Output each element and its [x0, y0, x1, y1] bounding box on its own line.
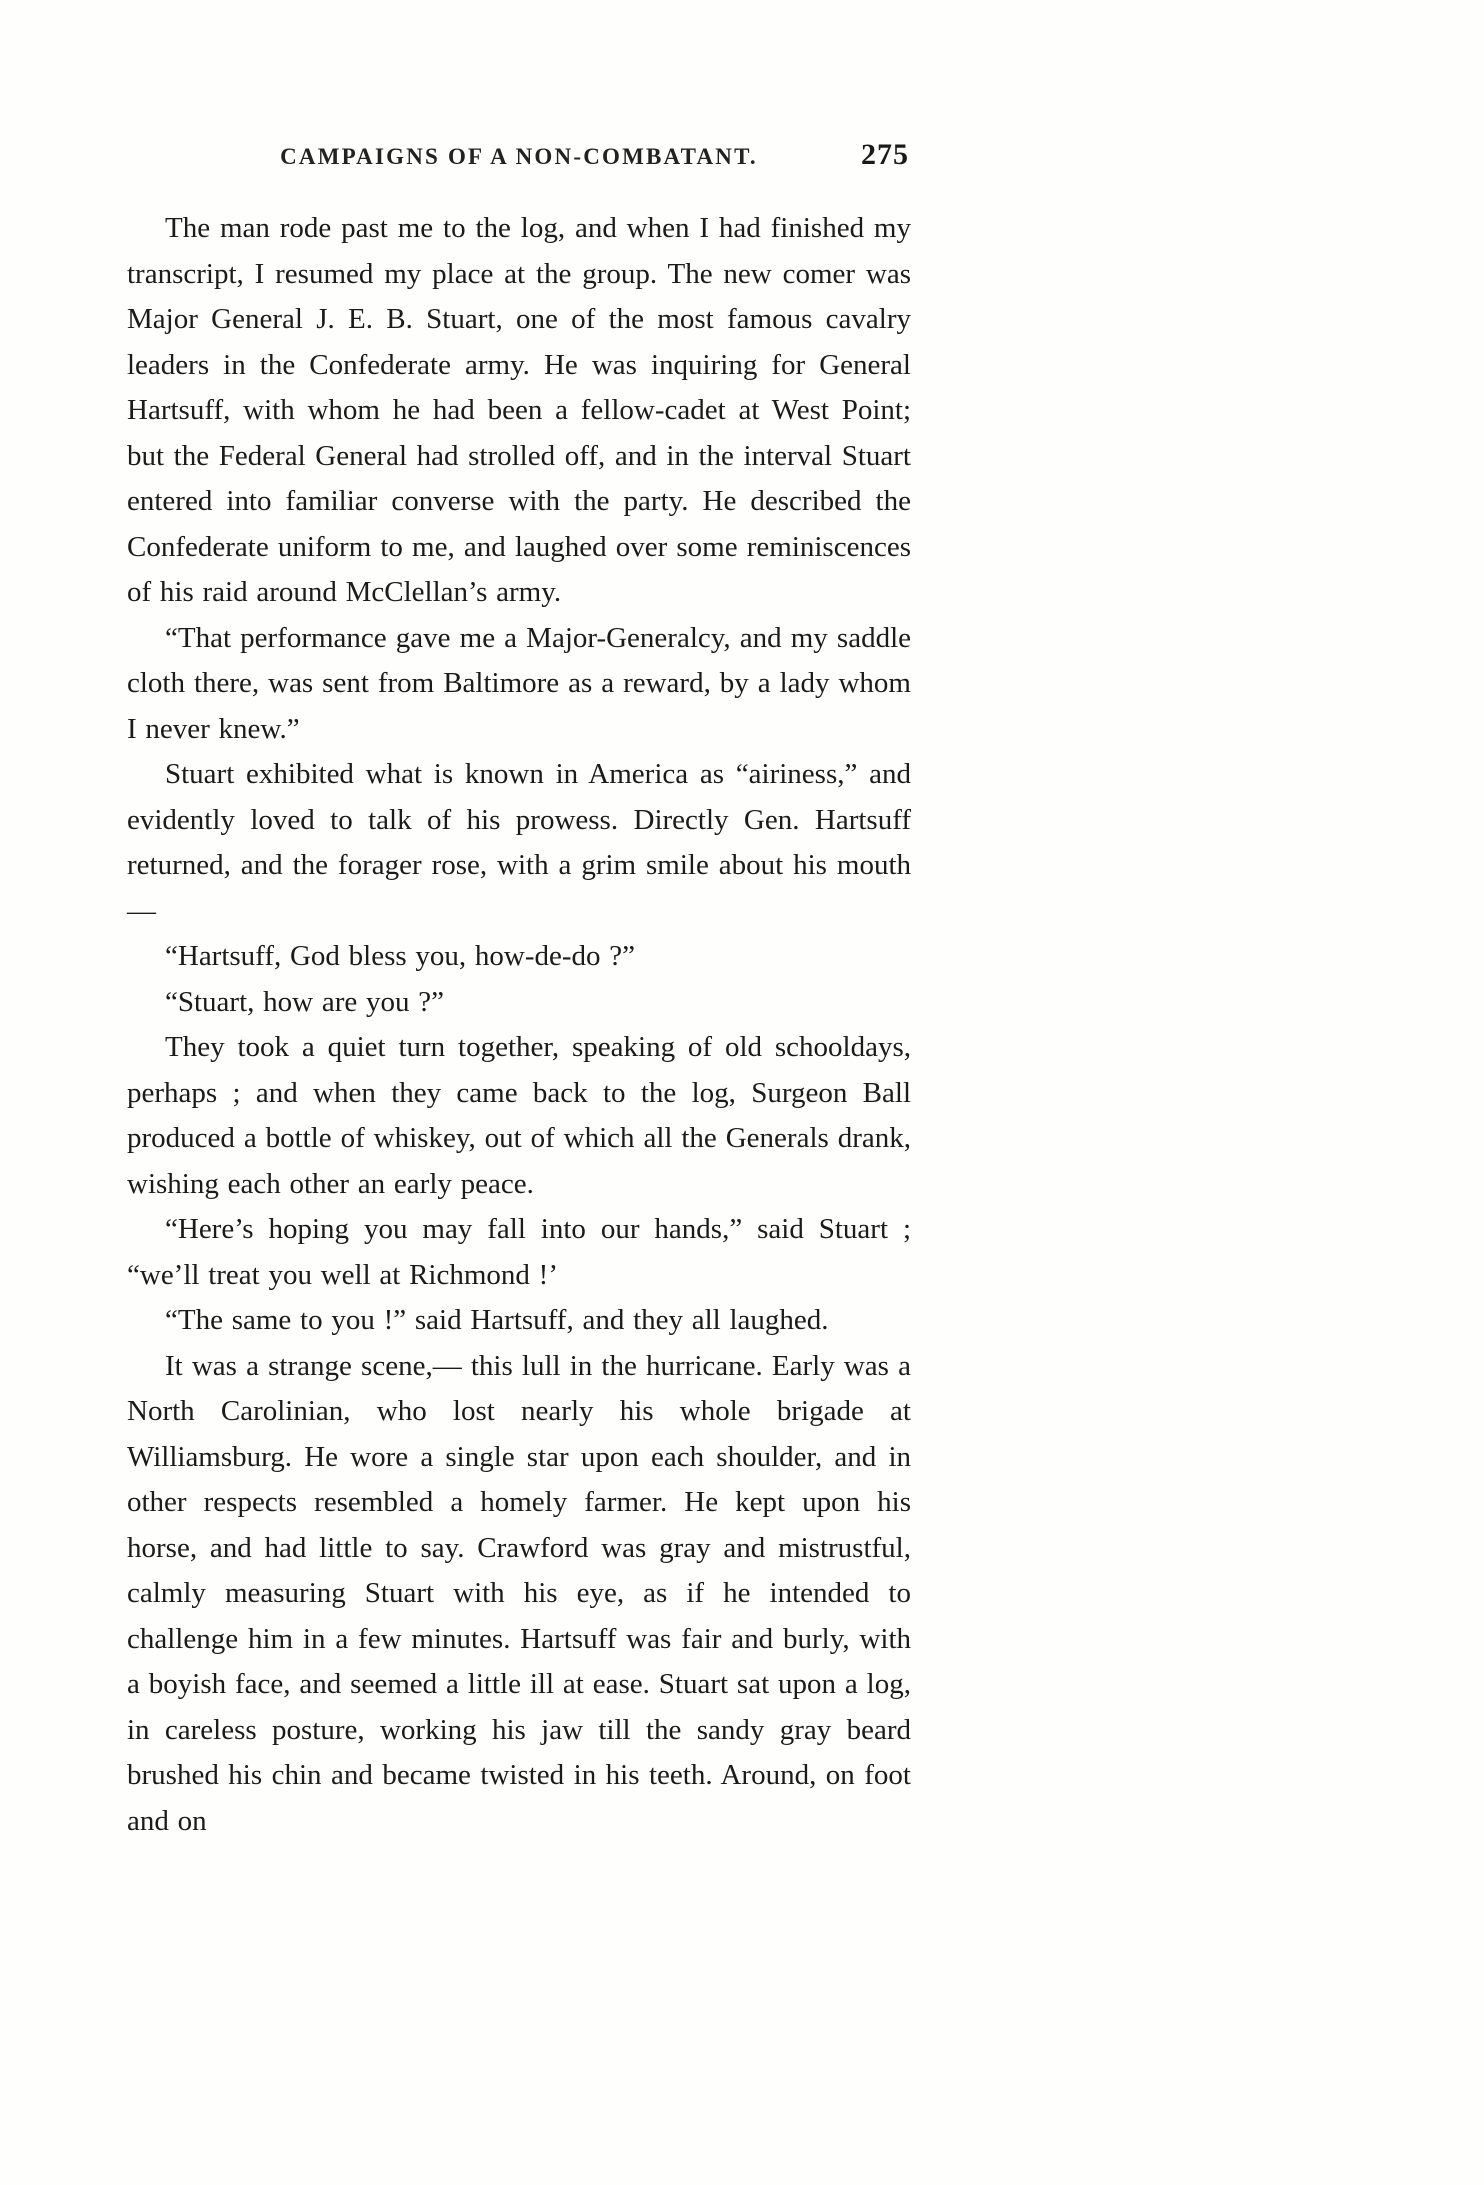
page-number: 275 [861, 138, 909, 171]
paragraph: Stuart exhibited what is known in America as “airiness,” and evidently loved to talk of his prowess. Directly Gen. Hartsuff returned, and the forager rose, with a grim smile about his mouth — [127, 758, 911, 927]
paragraph: It was a strange scene,— this lull in the hurricane. Early was a North Carolinian, who lost nearly his whole brigade at Williamsburg. He wore a single star upon each shoulder, and in other respects resembled a homely farmer. He kept upon his horse, and had little to say. Crawford was gray and mistrustful, calmly measuring Stuart with his eye, as if he intended to challenge him in a few minutes. Hartsuff was fair and burly, with a boyish face, and seemed a little ill at ease. Stuart sat upon a log, in careless posture, working his jaw till the sandy gray beard brushed his chin and became twisted in his teeth. Around, on foot and on [127, 1349, 911, 1837]
running-title: CAMPAIGNS OF A NON-COMBATANT. [280, 144, 758, 169]
page-body [127, 206, 911, 1844]
text-block [127, 138, 911, 1844]
page-header [127, 138, 911, 180]
paragraph-dialogue: “The same to you !” said Hartsuff, and they all laughed. [165, 1304, 829, 1336]
paragraph: They took a quiet turn together, speaking of old schooldays, perhaps ; and when they came back to the log, Surgeon Ball produced a bottle of whiskey, out of which all the Generals drank, wishing each other an early peace. [127, 1031, 911, 1200]
paragraph: “That performance gave me a Major-Generalcy, and my saddle cloth there, was sent from Baltimore as a reward, by a lady whom I never knew.” [127, 621, 911, 745]
paragraph-dialogue: “Here’s hoping you may fall into our hands,” said Stuart ; “we’ll treat you well at Richmond !’ [127, 1213, 911, 1291]
paragraph: The man rode past me to the log, and when I had finished my transcript, I resumed my place at the group. The new comer was Major General J. E. B. Stuart, one of the most famous cavalry leaders in the Confederate army. He was inquiring for General Hartsuff, with whom he had been a fellow-cadet at West Point; but the Federal General had strolled off, and in the interval Stuart entered into familiar converse with the party. He described the Confederate uniform to me, and laughed over some reminiscences of his raid around McClellan’s army. [127, 212, 911, 608]
paragraph-dialogue: “Stuart, how are you ?” [165, 985, 444, 1018]
paragraph-dialogue: “Hartsuff, God bless you, how-de-do ?” [165, 940, 636, 972]
